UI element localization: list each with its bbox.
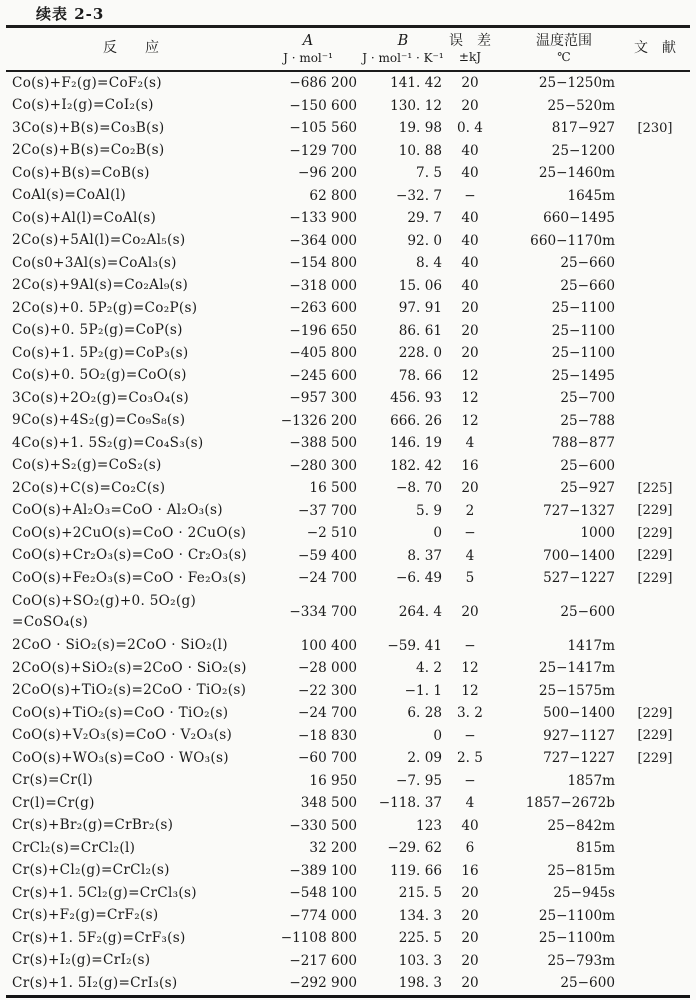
err-cell: 20 [461, 75, 479, 92]
err-cell: 0. 4 [457, 120, 483, 137]
reaction-cell: CoO(s)+2CuO(s)=CoO · 2CuO(s) [12, 524, 247, 541]
reaction-cell: 2Co(s)+B(s)=Co₂B(s) [12, 142, 165, 159]
b-cell: 215. 5 [398, 885, 442, 902]
temp-cell: 25−1200 [551, 142, 615, 159]
b-cell: 15. 06 [398, 277, 442, 294]
header-error-label: 误 差 [449, 32, 491, 49]
table-row [6, 95, 690, 118]
b-cell: 86. 61 [398, 322, 442, 339]
header-a-symbol: A [302, 33, 314, 50]
table-row [6, 252, 690, 275]
header-temp-unit: ℃ [557, 50, 571, 65]
err-cell: 16 [461, 457, 479, 474]
table-row [6, 815, 690, 838]
a-cell: −263 600 [289, 300, 357, 317]
b-cell: 8. 37 [407, 547, 442, 564]
page-title: 续表 2-3 [36, 5, 105, 23]
err-cell: 20 [461, 952, 479, 969]
reaction-cell: 9Co(s)+4S₂(g)=Co₉S₈(s) [12, 412, 186, 429]
temp-cell: 25−1250m [538, 75, 615, 92]
err-cell: 12 [461, 367, 479, 384]
header-reference-label: 文 献 [634, 40, 676, 57]
a-cell: −105 560 [289, 120, 357, 137]
reaction-cell: CoO(s)+WO₃(s)=CoO · WO₃(s) [12, 749, 229, 766]
temp-cell: 1417m [567, 637, 615, 654]
header-error-unit: ±kJ [458, 50, 482, 65]
err-cell: 20 [461, 930, 479, 947]
reaction-cell: Co(s)+Al(l)=CoAl(s) [12, 209, 157, 226]
temp-cell: 700−1400 [543, 547, 615, 564]
err-cell: 2 [465, 502, 475, 519]
reaction-cell: Cr(s)+F₂(g)=CrF₂(s) [12, 907, 159, 924]
reaction-cell: Co(s)+0. 5P₂(g)=CoP(s) [12, 322, 183, 339]
err-cell: 20 [461, 907, 479, 924]
err-cell: − [464, 637, 476, 654]
b-cell: −118. 37 [378, 795, 442, 812]
b-cell: 6. 28 [407, 705, 442, 722]
err-cell: 12 [461, 682, 479, 699]
b-cell: 103. 3 [398, 952, 442, 969]
temp-cell: 25−793m [547, 952, 615, 969]
reaction-line-1: CoO(s)+SO₂(g)+0. 5O₂(g) [12, 593, 197, 609]
a-cell: −96 200 [298, 165, 357, 182]
temp-cell: 25−1100 [551, 345, 615, 362]
ref-cell: [225] [637, 480, 673, 496]
temp-cell: 660−1495 [543, 210, 615, 227]
table-row [6, 477, 690, 500]
table-row [6, 770, 690, 793]
reaction-cell: CoO(s)+V₂O₃(s)=CoO · V₂O₃(s) [12, 727, 233, 744]
b-cell: 130. 12 [390, 97, 442, 114]
temp-cell: 25−842m [547, 817, 615, 834]
a-cell: −22 300 [298, 682, 357, 699]
a-cell: −154 800 [289, 255, 357, 272]
b-cell: 666. 26 [390, 412, 442, 429]
err-cell: 40 [461, 255, 479, 272]
err-cell: 20 [461, 885, 479, 902]
header-temperature-range [494, 33, 620, 66]
table-row [6, 320, 690, 343]
reaction-cell: Cr(s)+I₂(g)=CrI₂(s) [12, 952, 151, 969]
ref-cell: [230] [637, 120, 673, 136]
a-cell: −37 700 [298, 502, 357, 519]
a-cell: −330 500 [289, 817, 357, 834]
b-cell: 8. 4 [416, 255, 442, 272]
a-cell: −318 000 [289, 277, 357, 294]
temp-cell: 25−1100 [551, 300, 615, 317]
a-cell: −686 200 [289, 75, 357, 92]
table-row [6, 365, 690, 388]
reaction-cell: Cr(s)+1. 5Cl₂(g)=CrCl₃(s) [12, 884, 197, 901]
err-cell: 4 [465, 795, 475, 812]
table-row [6, 792, 690, 815]
reaction-cell: 2CoO(s)+TiO₂(s)=2CoO · TiO₂(s) [12, 682, 247, 699]
reaction-cell: Cr(s)+1. 5I₂(g)=CrI₃(s) [12, 974, 178, 991]
table-row [6, 950, 690, 973]
err-cell: 20 [461, 322, 479, 339]
b-cell: 456. 93 [390, 390, 442, 407]
temp-cell: 927−1127 [543, 727, 615, 744]
temp-cell: 25−660 [560, 277, 615, 294]
b-cell: 97. 91 [398, 300, 442, 317]
a-cell: 348 500 [300, 795, 357, 812]
err-cell: − [464, 772, 476, 789]
temp-cell: 527−1227 [543, 570, 615, 587]
b-cell: −59. 41 [387, 637, 442, 654]
b-cell: 78. 66 [398, 367, 442, 384]
b-cell: 198. 3 [398, 975, 442, 992]
table-row [6, 455, 690, 478]
temp-cell: 727−1227 [543, 750, 615, 767]
reaction-line-2: =CoSO₄(s) [12, 614, 89, 630]
a-cell: −388 500 [289, 435, 357, 452]
b-cell: 123 [416, 817, 442, 834]
err-cell: 20 [461, 975, 479, 992]
temp-cell: 1857−2672b [525, 795, 615, 812]
b-cell: 225. 5 [398, 930, 442, 947]
b-cell: 5. 9 [416, 502, 442, 519]
reaction-cell: Co(s)+I₂(g)=CoI₂(s) [12, 97, 154, 114]
table-row [6, 725, 690, 748]
a-cell: −196 650 [289, 322, 357, 339]
temp-cell: 25−1100m [538, 907, 615, 924]
err-cell: 6 [465, 840, 475, 857]
table-row [6, 297, 690, 320]
b-cell: 134. 3 [398, 907, 442, 924]
a-cell: −2 510 [306, 525, 357, 542]
table-row [6, 432, 690, 455]
table-row [6, 702, 690, 725]
reaction-cell: 2Co(s)+C(s)=Co₂C(s) [12, 479, 166, 496]
a-cell: −292 900 [289, 975, 357, 992]
a-cell: 32 200 [309, 840, 357, 857]
table-row [6, 860, 690, 883]
reaction-cell: 3Co(s)+B(s)=Co₃B(s) [12, 119, 165, 136]
err-cell: 40 [461, 277, 479, 294]
table-row [6, 567, 690, 590]
reaction-cell: Cr(s)=Cr(l) [12, 772, 94, 789]
table-row [6, 522, 690, 545]
reaction-cell: 2Co(s)+5Al(l)=Co₂Al₅(s) [12, 232, 186, 249]
table-row [6, 207, 690, 230]
reaction-cell: Co(s0+3Al(s)=CoAl₃(s) [12, 254, 177, 271]
table-row [6, 500, 690, 523]
table-row [6, 185, 690, 208]
table-row [6, 117, 690, 140]
a-cell: 62 800 [309, 187, 357, 204]
temp-cell: 727−1327 [543, 502, 615, 519]
temp-cell: 660−1170m [530, 232, 615, 249]
a-cell: −133 900 [289, 210, 357, 227]
table-header-row [6, 28, 690, 72]
a-cell: −280 300 [289, 457, 357, 474]
temp-cell: 25−927 [560, 480, 615, 497]
a-cell: −389 100 [289, 862, 357, 879]
temp-cell: 25−815m [547, 862, 615, 879]
b-cell: 2. 09 [407, 750, 442, 767]
table-row [6, 590, 690, 635]
table-row [6, 837, 690, 860]
a-cell: −24 700 [298, 705, 357, 722]
ref-cell: [229] [637, 525, 673, 541]
b-cell: 92. 0 [407, 232, 442, 249]
b-cell: 141. 42 [390, 75, 442, 92]
table-row [6, 927, 690, 950]
reaction-cell: Co(s)+F₂(g)=CoF₂(s) [12, 74, 162, 91]
reaction-cell: Cr(l)=Cr(g) [12, 794, 95, 811]
table-body [6, 72, 690, 995]
table-row [6, 680, 690, 703]
header-b-symbol: B [397, 33, 409, 50]
ref-cell: [229] [637, 750, 673, 766]
reaction-cell: Cr(s)+1. 5F₂(g)=CrF₃(s) [12, 929, 186, 946]
b-cell: −7. 95 [396, 772, 442, 789]
table-row [6, 882, 690, 905]
b-cell: 10. 88 [398, 142, 442, 159]
b-cell: −29. 62 [387, 840, 442, 857]
err-cell: 40 [461, 142, 479, 159]
b-cell: 4. 2 [416, 660, 442, 677]
a-cell: −18 830 [298, 727, 357, 744]
reaction-cell: CoO(s)+Al₂O₃=CoO · Al₂O₃(s) [12, 502, 223, 519]
ref-cell: [229] [637, 705, 673, 721]
b-cell: 19. 98 [398, 120, 442, 137]
header-reaction-label: 反 应 [103, 40, 159, 57]
header-coefficient-b [360, 32, 446, 65]
err-cell: 40 [461, 232, 479, 249]
temp-cell: 25−700 [560, 390, 615, 407]
table-row [6, 342, 690, 365]
reaction-cell: 2Co(s)+9Al(s)=Co₂Al₉(s) [12, 277, 189, 294]
b-cell: 146. 19 [390, 435, 442, 452]
reaction-cell: 2CoO(s)+SiO₂(s)=2CoO · SiO₂(s) [12, 659, 247, 676]
temp-cell: 1645m [567, 187, 615, 204]
err-cell: 40 [461, 165, 479, 182]
a-cell: 16 950 [309, 772, 357, 789]
b-cell: 228. 0 [398, 345, 442, 362]
reaction-cell: 4Co(s)+1. 5S₂(g)=Co₄S₃(s) [12, 434, 204, 451]
a-cell: −364 000 [289, 232, 357, 249]
a-cell: −60 700 [298, 750, 357, 767]
reaction-cell: CoAl(s)=CoAl(l) [12, 187, 126, 204]
temp-cell: 25−660 [560, 255, 615, 272]
reaction-cell: Co(s)+B(s)=CoB(s) [12, 164, 150, 181]
b-cell: −1. 1 [404, 682, 442, 699]
err-cell: 3. 2 [457, 705, 483, 722]
thermodynamic-data-table [6, 25, 690, 998]
temp-cell: 25−1575m [538, 682, 615, 699]
ref-cell: [229] [637, 570, 673, 586]
b-cell: 264. 4 [398, 604, 442, 620]
err-cell: − [464, 727, 476, 744]
temp-cell: 815m [576, 840, 615, 857]
err-cell: 40 [461, 817, 479, 834]
table-row [6, 657, 690, 680]
table-row [6, 275, 690, 298]
header-b-unit: J · mol⁻¹ · K⁻¹ [362, 50, 444, 65]
temp-cell: 25−600 [560, 975, 615, 992]
err-cell: 40 [461, 210, 479, 227]
a-cell: −59 400 [298, 547, 357, 564]
temp-cell: 25−1495 [551, 367, 615, 384]
table-row [6, 230, 690, 253]
a-cell: −28 000 [298, 660, 357, 677]
err-cell: 20 [461, 480, 479, 497]
a-cell: −1108 800 [280, 930, 357, 947]
reaction-cell: 2CoO · SiO₂(s)=2CoO · SiO₂(l) [12, 637, 228, 654]
reaction-cell [6, 591, 256, 633]
err-cell: − [464, 525, 476, 542]
header-temp-label: 温度范围 [536, 32, 592, 49]
reaction-cell: CoO(s)+Fe₂O₃(s)=CoO · Fe₂O₃(s) [12, 569, 247, 586]
table-row [6, 140, 690, 163]
reaction-cell: 3Co(s)+2O₂(g)=Co₃O₄(s) [12, 389, 189, 406]
reaction-cell: CrCl₂(s)=CrCl₂(l) [12, 839, 136, 856]
temp-cell: 817−927 [551, 120, 615, 137]
header-reaction [6, 40, 256, 58]
err-cell: 16 [461, 862, 479, 879]
b-cell: 182. 42 [390, 457, 442, 474]
temp-cell: 25−1100m [538, 930, 615, 947]
reaction-cell: Co(s)+0. 5O₂(g)=CoO(s) [12, 367, 187, 384]
err-cell: 20 [461, 604, 479, 620]
ref-cell: [229] [637, 503, 673, 519]
err-cell: 4 [465, 435, 475, 452]
reaction-cell: Cr(s)+Cl₂(g)=CrCl₂(s) [12, 862, 170, 879]
ref-cell: [229] [637, 548, 673, 564]
table-row [6, 72, 690, 95]
b-cell: 0 [433, 525, 442, 542]
header-a-unit: J · mol⁻¹ [283, 50, 333, 65]
err-cell: 20 [461, 300, 479, 317]
err-cell: 2. 5 [457, 750, 483, 767]
header-coefficient-a [256, 32, 360, 65]
reaction-cell: Cr(s)+Br₂(g)=CrBr₂(s) [12, 817, 174, 834]
err-cell: 4 [465, 547, 475, 564]
reaction-cell: CoO(s)+TiO₂(s)=CoO · TiO₂(s) [12, 704, 229, 721]
err-cell: − [464, 187, 476, 204]
header-error [446, 33, 494, 66]
b-cell: −6. 49 [396, 570, 442, 587]
a-cell: −548 100 [289, 885, 357, 902]
table-row [6, 387, 690, 410]
b-cell: −32. 7 [396, 187, 442, 204]
a-cell: −217 600 [289, 952, 357, 969]
a-cell: −957 300 [289, 390, 357, 407]
a-cell: −24 700 [298, 570, 357, 587]
table-row [6, 545, 690, 568]
a-cell: 16 500 [309, 480, 357, 497]
a-cell: 100 400 [300, 637, 357, 654]
err-cell: 12 [461, 660, 479, 677]
reaction-cell: 2Co(s)+0. 5P₂(g)=Co₂P(s) [12, 299, 198, 316]
b-cell: 29. 7 [407, 210, 442, 227]
a-cell: −129 700 [289, 142, 357, 159]
temp-cell: 25−600 [560, 604, 615, 620]
temp-cell: 25−1100 [551, 322, 615, 339]
reaction-cell: Co(s)+S₂(g)=CoS₂(s) [12, 457, 162, 474]
temp-cell: 1000 [580, 525, 615, 542]
temp-cell: 25−600 [560, 457, 615, 474]
err-cell: 20 [461, 345, 479, 362]
reaction-cell: Co(s)+1. 5P₂(g)=CoP₃(s) [12, 344, 189, 361]
temp-cell: 500−1400 [543, 705, 615, 722]
err-cell: 20 [461, 97, 479, 114]
table-row [6, 162, 690, 185]
err-cell: 12 [461, 412, 479, 429]
a-cell: −774 000 [289, 907, 357, 924]
err-cell: 5 [465, 570, 475, 587]
temp-cell: 25−788 [560, 412, 615, 429]
b-cell: 119. 66 [390, 862, 442, 879]
a-cell: −1326 200 [280, 412, 357, 429]
a-cell: −405 800 [289, 345, 357, 362]
temp-cell: 25−1460m [538, 165, 615, 182]
header-reference [620, 40, 690, 58]
temp-cell: 25−945s [553, 885, 615, 902]
a-cell: −150 600 [289, 97, 357, 114]
table-row [6, 635, 690, 658]
b-cell: −8. 70 [396, 480, 442, 497]
a-cell: −245 600 [289, 367, 357, 384]
reaction-cell: CoO(s)+Cr₂O₃(s)=CoO · Cr₂O₃(s) [12, 547, 247, 564]
err-cell: 12 [461, 390, 479, 407]
temp-cell: 1857m [567, 772, 615, 789]
b-cell: 7. 5 [416, 165, 442, 182]
a-cell: −334 700 [289, 604, 357, 620]
table-row [6, 972, 690, 995]
temp-cell: 25−520m [547, 97, 615, 114]
table-row [6, 905, 690, 928]
table-row [6, 747, 690, 770]
b-cell: 0 [433, 727, 442, 744]
temp-cell: 788−877 [551, 435, 615, 452]
table-row [6, 410, 690, 433]
ref-cell: [229] [637, 728, 673, 744]
temp-cell: 25−1417m [538, 660, 615, 677]
